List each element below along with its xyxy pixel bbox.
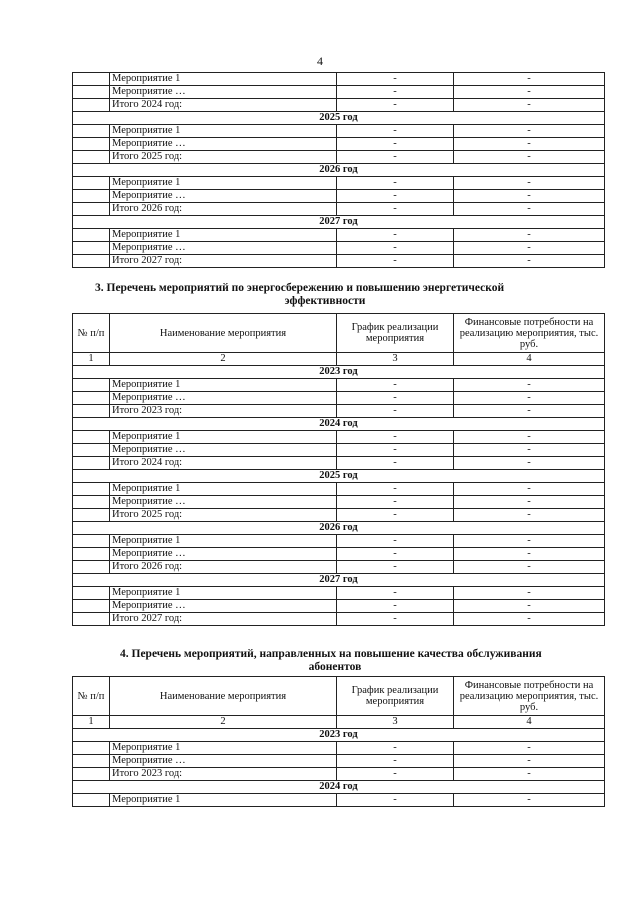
table-row — [73, 496, 605, 509]
cell-finance: - — [454, 535, 605, 548]
year-row — [73, 366, 605, 379]
cell-finance: - — [454, 99, 605, 112]
table-row — [73, 151, 605, 164]
cell-num — [73, 742, 110, 755]
table-row — [73, 444, 605, 457]
cell-schedule: - — [337, 379, 454, 392]
section-4-title-line2: абонентов — [308, 661, 362, 673]
table-row — [73, 431, 605, 444]
table-row — [73, 794, 605, 807]
header-schedule: График реализации мероприятия — [337, 677, 454, 716]
table-row — [73, 587, 605, 600]
table-row — [73, 138, 605, 151]
cell-num — [73, 138, 110, 151]
section-3-heading — [95, 282, 595, 308]
cell-event-name: Мероприятие … — [110, 190, 337, 203]
cell-num — [73, 444, 110, 457]
year-heading: 2024 год — [73, 781, 605, 794]
cell-num — [73, 431, 110, 444]
cell-total-label: Итого 2024 год: — [110, 99, 337, 112]
cell-finance: - — [454, 613, 605, 626]
cell-finance: - — [454, 742, 605, 755]
table-row — [73, 561, 605, 574]
year-heading: 2027 год — [73, 574, 605, 587]
table-row — [73, 535, 605, 548]
cell-schedule: - — [337, 457, 454, 470]
column-index-row — [73, 716, 605, 729]
cell-num — [73, 496, 110, 509]
column-index: 3 — [337, 716, 454, 729]
cell-num — [73, 151, 110, 164]
cell-num — [73, 600, 110, 613]
cell-finance: - — [454, 255, 605, 268]
cell-schedule: - — [337, 203, 454, 216]
cell-event-name: Мероприятие 1 — [110, 379, 337, 392]
cell-schedule: - — [337, 587, 454, 600]
cell-schedule: - — [337, 177, 454, 190]
column-index: 4 — [454, 716, 605, 729]
cell-schedule: - — [337, 483, 454, 496]
year-heading: 2025 год — [73, 112, 605, 125]
year-row — [73, 470, 605, 483]
cell-num — [73, 535, 110, 548]
cell-finance: - — [454, 444, 605, 457]
cell-finance: - — [454, 548, 605, 561]
cell-finance: - — [454, 405, 605, 418]
table-row — [73, 86, 605, 99]
cell-schedule: - — [337, 444, 454, 457]
cell-finance: - — [454, 457, 605, 470]
cell-total-label: Итого 2023 год: — [110, 768, 337, 781]
cell-event-name: Мероприятие … — [110, 138, 337, 151]
cell-num — [73, 768, 110, 781]
table-continuation — [72, 72, 605, 268]
cell-num — [73, 483, 110, 496]
cell-event-name: Мероприятие … — [110, 548, 337, 561]
table-row — [73, 509, 605, 522]
column-index: 3 — [337, 353, 454, 366]
cell-num — [73, 203, 110, 216]
column-index: 1 — [73, 353, 110, 366]
cell-finance: - — [454, 600, 605, 613]
cell-finance: - — [454, 229, 605, 242]
cell-num — [73, 242, 110, 255]
table-row — [73, 125, 605, 138]
table-header-row — [73, 677, 605, 716]
cell-finance: - — [454, 177, 605, 190]
cell-schedule: - — [337, 794, 454, 807]
section-3-title-line1: 3. Перечень мероприятий по энергосбережению и повышению энергетической — [95, 282, 505, 294]
cell-event-name: Мероприятие 1 — [110, 73, 337, 86]
cell-event-name: Мероприятие 1 — [110, 177, 337, 190]
cell-num — [73, 509, 110, 522]
cell-event-name: Мероприятие … — [110, 86, 337, 99]
year-row — [73, 112, 605, 125]
cell-num — [73, 190, 110, 203]
table-row — [73, 483, 605, 496]
cell-num — [73, 99, 110, 112]
cell-event-name: Мероприятие 1 — [110, 125, 337, 138]
year-heading: 2026 год — [73, 164, 605, 177]
section-4-title-line1: 4. Перечень мероприятий, направленных на повышение качества обслуживания — [120, 648, 542, 660]
cell-finance: - — [454, 151, 605, 164]
column-index: 4 — [454, 353, 605, 366]
table-section-3 — [72, 313, 605, 626]
cell-finance: - — [454, 73, 605, 86]
cell-finance: - — [454, 392, 605, 405]
cell-event-name: Мероприятие 1 — [110, 483, 337, 496]
year-heading: 2024 год — [73, 418, 605, 431]
cell-finance: - — [454, 561, 605, 574]
table-row — [73, 405, 605, 418]
table-row — [73, 190, 605, 203]
cell-event-name: Мероприятие … — [110, 755, 337, 768]
cell-finance: - — [454, 755, 605, 768]
cell-num — [73, 86, 110, 99]
year-row — [73, 164, 605, 177]
year-heading: 2023 год — [73, 366, 605, 379]
table-row — [73, 203, 605, 216]
cell-schedule: - — [337, 548, 454, 561]
cell-total-label: Итого 2026 год: — [110, 203, 337, 216]
cell-finance: - — [454, 190, 605, 203]
cell-schedule: - — [337, 509, 454, 522]
table-row — [73, 99, 605, 112]
cell-finance: - — [454, 431, 605, 444]
column-index: 2 — [110, 716, 337, 729]
cell-schedule: - — [337, 496, 454, 509]
cell-num — [73, 561, 110, 574]
cell-total-label: Итого 2027 год: — [110, 255, 337, 268]
cell-num — [73, 794, 110, 807]
cell-num — [73, 548, 110, 561]
cell-num — [73, 392, 110, 405]
cell-total-label: Итого 2026 год: — [110, 561, 337, 574]
cell-schedule: - — [337, 561, 454, 574]
table-row — [73, 242, 605, 255]
cell-schedule: - — [337, 242, 454, 255]
cell-num — [73, 457, 110, 470]
cell-schedule: - — [337, 392, 454, 405]
year-row — [73, 729, 605, 742]
cell-schedule: - — [337, 755, 454, 768]
cell-schedule: - — [337, 229, 454, 242]
year-heading: 2027 год — [73, 216, 605, 229]
cell-schedule: - — [337, 600, 454, 613]
table-row — [73, 768, 605, 781]
cell-num — [73, 125, 110, 138]
table-header-row — [73, 314, 605, 353]
cell-finance: - — [454, 794, 605, 807]
cell-finance: - — [454, 483, 605, 496]
cell-total-label: Итого 2024 год: — [110, 457, 337, 470]
cell-schedule: - — [337, 190, 454, 203]
cell-schedule: - — [337, 73, 454, 86]
cell-finance: - — [454, 125, 605, 138]
cell-total-label: Итого 2023 год: — [110, 405, 337, 418]
cell-schedule: - — [337, 86, 454, 99]
cell-event-name: Мероприятие … — [110, 392, 337, 405]
cell-num — [73, 405, 110, 418]
cell-finance: - — [454, 496, 605, 509]
cell-finance: - — [454, 509, 605, 522]
cell-schedule: - — [337, 151, 454, 164]
table-row — [73, 548, 605, 561]
cell-event-name: Мероприятие 1 — [110, 794, 337, 807]
table-row — [73, 177, 605, 190]
year-row — [73, 216, 605, 229]
cell-total-label: Итого 2025 год: — [110, 509, 337, 522]
table-row — [73, 613, 605, 626]
cell-finance: - — [454, 242, 605, 255]
cell-event-name: Мероприятие … — [110, 600, 337, 613]
table-row — [73, 379, 605, 392]
cell-num — [73, 613, 110, 626]
cell-event-name: Мероприятие 1 — [110, 587, 337, 600]
cell-schedule: - — [337, 431, 454, 444]
year-heading: 2026 год — [73, 522, 605, 535]
cell-num — [73, 229, 110, 242]
cell-event-name: Мероприятие … — [110, 242, 337, 255]
column-index: 2 — [110, 353, 337, 366]
cell-finance: - — [454, 138, 605, 151]
cell-finance: - — [454, 203, 605, 216]
cell-finance: - — [454, 86, 605, 99]
cell-schedule: - — [337, 405, 454, 418]
year-row — [73, 574, 605, 587]
cell-schedule: - — [337, 613, 454, 626]
column-index: 1 — [73, 716, 110, 729]
header-schedule: График реализации мероприятия — [337, 314, 454, 353]
header-finance: Финансовые потребности на реализацию мероприятия, тыс. руб. — [454, 677, 605, 716]
cell-finance: - — [454, 379, 605, 392]
year-heading: 2025 год — [73, 470, 605, 483]
cell-num — [73, 587, 110, 600]
table-row — [73, 755, 605, 768]
table-row — [73, 255, 605, 268]
table-section-4 — [72, 676, 605, 807]
cell-event-name: Мероприятие 1 — [110, 229, 337, 242]
header-name: Наименование мероприятия — [110, 314, 337, 353]
page-number: 4 — [317, 54, 323, 68]
table-row — [73, 600, 605, 613]
cell-num — [73, 73, 110, 86]
table-row — [73, 229, 605, 242]
column-index-row — [73, 353, 605, 366]
table-row — [73, 742, 605, 755]
cell-event-name: Мероприятие … — [110, 496, 337, 509]
cell-finance: - — [454, 587, 605, 600]
cell-num — [73, 255, 110, 268]
cell-num — [73, 379, 110, 392]
table-row — [73, 392, 605, 405]
cell-event-name: Мероприятие 1 — [110, 742, 337, 755]
cell-total-label: Итого 2025 год: — [110, 151, 337, 164]
section-4-heading — [120, 648, 590, 674]
table-row — [73, 457, 605, 470]
year-row — [73, 418, 605, 431]
header-finance: Финансовые потребности на реализацию мероприятия, тыс. руб. — [454, 314, 605, 353]
cell-event-name: Мероприятие 1 — [110, 431, 337, 444]
cell-total-label: Итого 2027 год: — [110, 613, 337, 626]
year-row — [73, 522, 605, 535]
cell-schedule: - — [337, 255, 454, 268]
section-3-title-line2: эффективности — [284, 295, 366, 307]
table-row — [73, 73, 605, 86]
cell-event-name: Мероприятие 1 — [110, 535, 337, 548]
cell-schedule: - — [337, 535, 454, 548]
cell-schedule: - — [337, 742, 454, 755]
header-num: № п/п — [73, 677, 110, 716]
year-row — [73, 781, 605, 794]
cell-num — [73, 755, 110, 768]
header-name: Наименование мероприятия — [110, 677, 337, 716]
cell-schedule: - — [337, 138, 454, 151]
header-num: № п/п — [73, 314, 110, 353]
cell-event-name: Мероприятие … — [110, 444, 337, 457]
cell-num — [73, 177, 110, 190]
year-heading: 2023 год — [73, 729, 605, 742]
cell-schedule: - — [337, 125, 454, 138]
cell-finance: - — [454, 768, 605, 781]
cell-schedule: - — [337, 99, 454, 112]
cell-schedule: - — [337, 768, 454, 781]
